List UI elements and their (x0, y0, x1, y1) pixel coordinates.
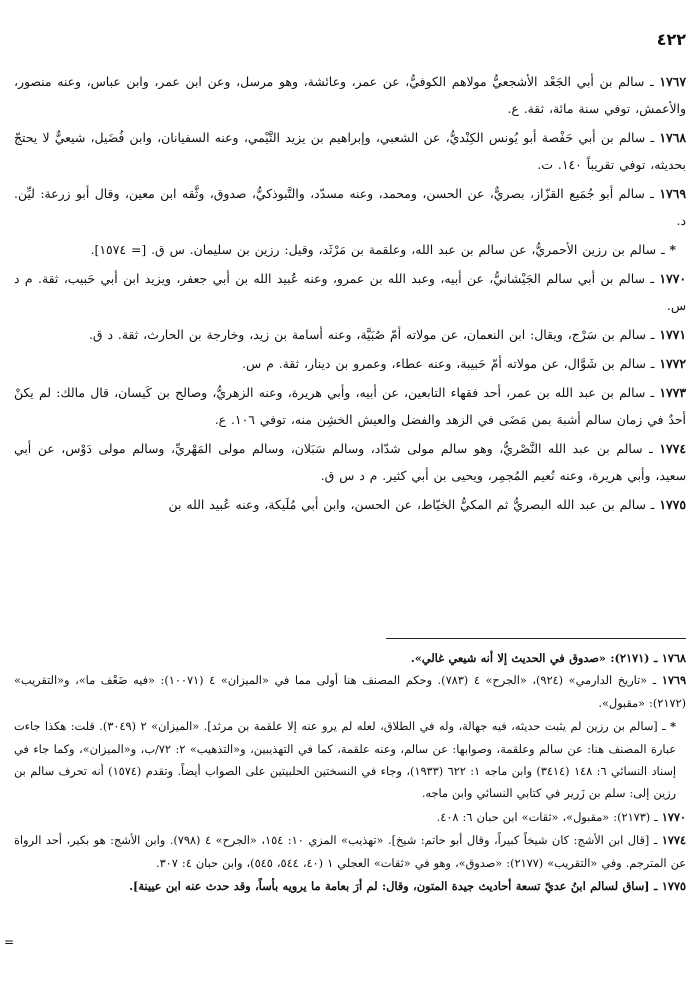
footnote-text: (٢١٧٣): «مقبول»، «ثقات» ابن حبان ٦: ٤٠٨. (436, 810, 651, 824)
entry-number: ١٧٧٥ (659, 497, 686, 512)
entry-1768: ١٧٦٨ ـ سالم بن أبي حَفْصة أبو يُونس الكِنْديُّ، عن الشعبي، وإبراهيم بن يزيد التَّيْمي، وعنه السفيانان، وابن فُضَيل، شيعيٌّ لا يحتجّ بحديثه، توفي تقريباً ١٤٠. ت. (14, 130, 687, 172)
entry-text: سالم أبو جُمَيع القزّاز، بصريٌّ، عن الحسن، ومحمد، وعنه مسدّد، والتَّبوذكيُّ، صدوق، وثَّقه ابن معين، وقال أبو زرعة: ليِّن. د. (14, 186, 686, 228)
entry-text: سالم بن سَرْج، ويقال: ابن النعمان، عن مولاته أمّ صُبَيَّة، وعنه أسامة بن زيد، وخارجة بن الحارث، ثقة. د ق. (88, 327, 646, 342)
entry-1770: ١٧٧٠ ـ سالم بن أبي سالم الجَيْشانيُّ، عن أبيه، وعبد الله بن عمرو، وعنه عُبيد الله بن أبي جعفر، ويزيد ابن أبي حَبيب، ثقة. م د س. (14, 271, 687, 313)
entry-number: ١٧٦٧ (659, 74, 686, 89)
footnote-number: ١٧٧٥ (661, 879, 686, 894)
entry-1775: ١٧٧٥ ـ سالم بن عبد الله البصريُّ ثم المكيُّ الخيّاط، عن الحسن، وابن أبي مُلَيكة، وعنه عُبيد الله بن (168, 497, 686, 512)
main-entries (14, 68, 686, 520)
entry-text: سالم بن عبد الله النَّصْريُّ، وهو سالم مولى شدّاد، وسالم سَبَلان، وسالم مولى المَهْريِّ، وسالم مولى دَوْس، عن أبي سعيد، وأبي هريرة، وعنه نُعيم المُجمِر، ويحيى بن أبي كثير. م د س ق. (14, 441, 686, 483)
footnote-text: (٢١٧١): «صدوق في الحديث إلا أنه شيعي غالي». (410, 651, 650, 665)
footnotes (14, 647, 686, 897)
margin-mark: = (4, 935, 15, 949)
entry-number: ١٧٧٢ (659, 356, 686, 371)
footnote-1770: ١٧٧٠ ـ (٢١٧٣): «مقبول»، «ثقات» ابن حبان ٦: ٤٠٨. (436, 809, 686, 824)
star-marker: * (670, 719, 677, 734)
entry-1772: ١٧٧٢ ـ سالم بن شَوَّال، عن مولاته أمّ حَبيبة، وعنه عطاء، وعمرو بن دينار، ثقة. م س. (242, 356, 686, 371)
entry-1769: ١٧٦٩ ـ سالم أبو جُمَيع القزّاز، بصريٌّ، عن الحسن، ومحمد، وعنه مسدّد، والتَّبوذكيُّ، صدوق، وثَّقه ابن معين، وقال أبو زرعة: ليِّن. د. (14, 186, 686, 228)
footnote-1775: ١٧٧٥ ـ [ساق لسالم ابنُ عديّ تسعة أحاديث جيدة المتون، وقال: لم أرَ بعامة ما يرويه بأساً، وقد حدث عنه ابن عيينة]. (129, 879, 686, 894)
entry-1771: ١٧٧١ ـ سالم بن سَرْج، ويقال: ابن النعمان، عن مولاته أمّ صُبَيَّة، وعنه أسامة بن زيد، وخارجة بن الحارث، ثقة. د ق. (88, 327, 686, 342)
entry-1773: ١٧٧٣ ـ سالم بن عبد الله بن عمر، أحد فقهاء التابعين، عن أبيه، وأبي هريرة، وعنه الزهريُّ، وصالح بن كَيسان، قال مالك: لم يكنْ أحدٌ في زمان سالم أشبهَ بمن مَضَى في الزهد والفضل والعيش الخشِن منه، توفي ١٠٦. ع. (14, 385, 686, 427)
entry-number: ١٧٦٩ (659, 186, 686, 201)
entry-number: ١٧٦٨ (659, 130, 687, 145)
entry-text: سالم بن شَوَّال، عن مولاته أمّ حَبيبة، وعنه عطاء، وعمرو بن دينار، ثقة. م س. (242, 356, 646, 371)
footnote-text: [قال ابن الأشج: كان شيخاً كبيراً، وقال أبو حاتم: شيخ]. «تهذيب» المزي ١٠: ١٥٤، «الجرح» ٤ (٧٩٨). وابن الأشج: هو بكير، أحد الرواة عن المترجم. وفي «التقريب» (٢١٧٧): «صدوق»، وهو في «ثقات» العجلي ١ (٤٠، ٥٤٤، ٥٤٥)، وابن حبان ٤: ٣٠٧. (14, 834, 686, 870)
entry-text: سالم بن عبد الله البصريُّ ثم المكيُّ الخيّاط، عن الحسن، وابن أبي مُلَيكة، وعنه عُبيد الله بن (168, 497, 646, 512)
entry-number: ١٧٧٤ (659, 441, 686, 456)
footnote-text: «تاريخ الدارمي» (٩٢٤)، «الجرح» ٤ (٧٨٣). وحكم المصنف هنا أولى مما في «الميزان» ٤ (١٠٠٧١): «فيه ضَعْف ما»، و«التقريب» (٢١٧٢): «مقبول». (14, 674, 686, 710)
entry-text: سالم بن أبي حَفْصة أبو يُونس الكِنْديُّ، عن الشعبي، وإبراهيم بن يزيد التَّيْمي، وعنه السفيانان، وابن فُضَيل، شيعيٌّ لا يحتجّ بحديثه، توفي تقريباً ١٤٠. ت. (14, 130, 686, 172)
entry-text: سالم بن عبد الله بن عمر، أحد فقهاء التابعين، عن أبيه، وأبي هريرة، وعنه الزهريُّ، وصالح بن كَيسان، قال مالك: لم يكنْ أحدٌ في زمان سالم أشبهَ بمن مَضَى في الزهد والفضل والعيش الخشِن منه، توفي ١٠٦. ع. (14, 385, 686, 427)
footnote-divider (386, 638, 686, 639)
entry-number: ١٧٧١ (659, 327, 686, 342)
entry-text: سالم بن رزين الأحمريُّ، عن سالم بن عبد الله، وعلقمة بن مَرْثَد، وقيل: رزين بن سليمان. س ق. [= ١٥٧٤]. (90, 242, 656, 257)
footnote-text: [ساق لسالم ابنُ عديّ تسعة أحاديث جيدة المتون، وقال: لم أرَ بعامة ما يرويه بأساً، وقد حدث عنه ابن عيينة]. (129, 879, 650, 894)
footnote-1769: ١٧٦٩ ـ «تاريخ الدارمي» (٩٢٤)، «الجرح» ٤ (٧٨٣). وحكم المصنف هنا أولى مما في «الميزان» ٤ (١٠٠٧١): «فيه ضَعْف ما»، و«التقريب» (٢١٧٢): «مقبول». (14, 673, 687, 710)
entry-number: ١٧٧٣ (659, 385, 686, 400)
page-number: ٤٢٢ (656, 30, 686, 49)
footnote-text: [سالم بن رزين لم يثبت حديثه، فيه جهالة، وله في الطلاق، لعله لم يرو عنه إلا علقمة بن مرثد]. «الميزان» ٢ (٣٠٤٩). قلت: هكذا جاءت عبارة المصنف هنا: عن سالم وعلقمة، وصوابها: عن سالم، وعنه علقمة، كما في التهذيبين، و«التذهيب» ٢: ٧٢/ب، و«الميزان»، وكما جاء في إسناد النسائي ٦: ١٤٨ (٣٤١٤) وابن ماجه ١: ٦٢٢ (١٩٣٣)، وجاء في النسختين الحلبيتين على الصواب أيضاً. وتقدم (١٥٧٤) أنه تحرف سالم بن رزين إلى: سلم بن زَرير في كتابي النسائي وابن ماجه. (14, 720, 676, 801)
footnote-1768: ١٧٦٨ ـ (٢١٧١): «صدوق في الحديث إلا أنه شيعي غالي». (410, 651, 686, 665)
book-page (14, 30, 686, 980)
footnote-number: ١٧٦٨ (661, 651, 686, 665)
footnote-number: ١٧٧٤ (661, 833, 686, 848)
footnote-star: * ـ [سالم بن رزين لم يثبت حديثه، فيه جهالة، وله في الطلاق، لعله لم يرو عنه إلا علقمة بن مرثد]. «الميزان» ٢ (٣٠٤٩). قلت: هكذا جاءت عبارة المصنف هنا: عن سالم وعلقمة، وصوابها: عن سالم، وعنه علقمة، كما في التهذيبين، و«التذهيب» ٢: ٧٢/ب، و«الميزان»، وكما جاء في إسناد النسائي ٦: ١٤٨ (٣٤١٤) وابن ماجه ١: ٦٢٢ (١٩٣٣)، وجاء في النسختين الحلبيتين على الصواب أيضاً. وتقدم (١٥٧٤) أنه تحرف سالم بن رزين إلى: سلم بن زَرير في كتابي النسائي وابن ماجه. (14, 719, 677, 801)
star-marker: * (669, 242, 676, 257)
entry-text: سالم بن أبي سالم الجَيْشانيُّ، عن أبيه، وعبد الله بن عمرو، وعنه عُبيد الله بن أبي جعفر، ويزيد ابن أبي حَبيب، ثقة. م د س. (14, 271, 686, 313)
footnote-number: ١٧٧٠ (661, 809, 686, 824)
footnote-1774: ١٧٧٤ ـ [قال ابن الأشج: كان شيخاً كبيراً، وقال أبو حاتم: شيخ]. «تهذيب» المزي ١٠: ١٥٤، «الجرح» ٤ (٧٩٨). وابن الأشج: هو بكير، أحد الرواة عن المترجم. وفي «التقريب» (٢١٧٧): «صدوق»، وهو في «ثقات» العجلي ١ (٤٠، ٥٤٤، ٥٤٥)، وابن حبان ٤: ٣٠٧. (14, 833, 686, 870)
footnote-number: ١٧٦٩ (661, 673, 687, 688)
entry-number: ١٧٧٠ (659, 271, 687, 286)
entry-star-salim-razin: * ـ سالم بن رزين الأحمريُّ، عن سالم بن عبد الله، وعلقمة بن مَرْثَد، وقيل: رزين بن سليمان. س ق. [= ١٥٧٤]. (90, 242, 676, 257)
entry-text: سالم بن أبي الجَعْد الأشجعيُّ مولاهم الكوفيُّ، عن عمر، وعائشة، وهو مرسل، وعن ابن عمر، وابن عباس، وعنه منصور، والأعمش، توفي سنة مائة، ثقة. ع. (14, 74, 686, 116)
entry-1774: ١٧٧٤ ـ سالم بن عبد الله النَّصْريُّ، وهو سالم مولى شدّاد، وسالم سَبَلان، وسالم مولى المَهْريِّ، وسالم مولى دَوْس، عن أبي سعيد، وأبي هريرة، وعنه نُعيم المُجمِر، ويحيى بن أبي كثير. م د س ق. (14, 441, 686, 483)
entry-1767: ١٧٦٧ ـ سالم بن أبي الجَعْد الأشجعيُّ مولاهم الكوفيُّ، عن عمر، وعائشة، وهو مرسل، وعن ابن عمر، وابن عباس، وعنه منصور، والأعمش، توفي سنة مائة، ثقة. ع. (14, 74, 686, 116)
